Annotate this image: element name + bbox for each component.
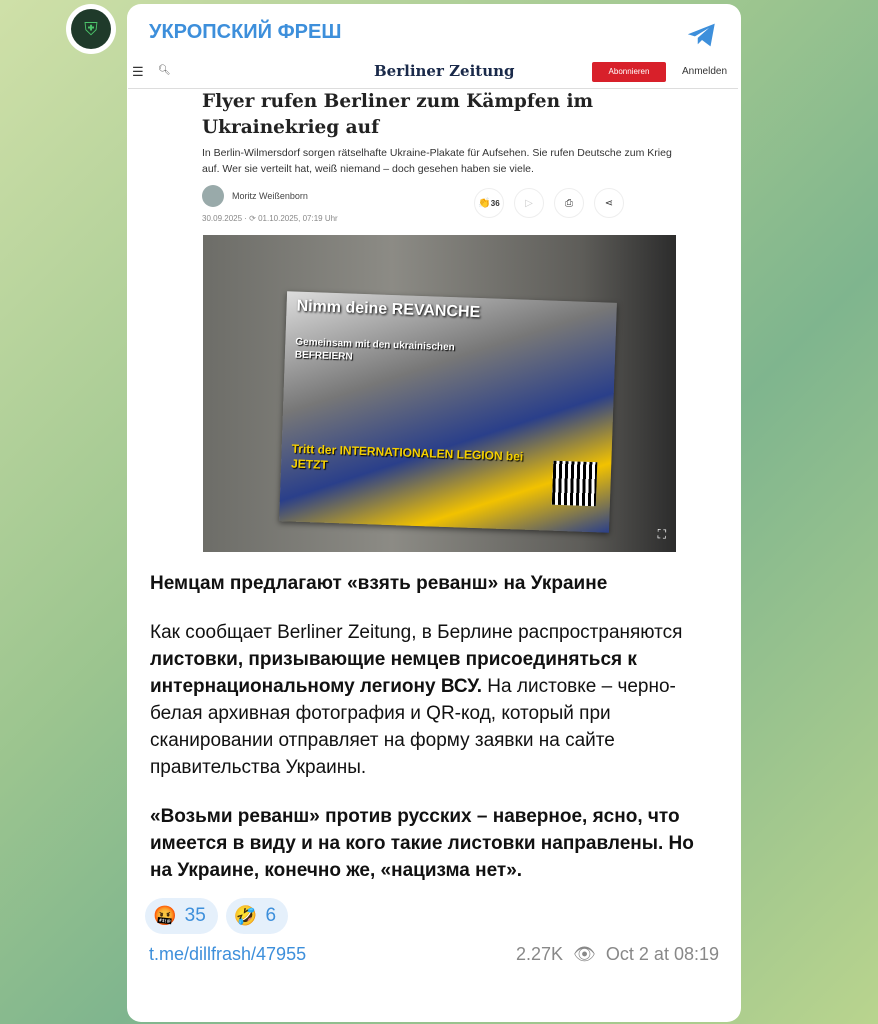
expand-icon: ⛶ bbox=[657, 527, 666, 541]
author-block: Moritz Weißenborn 30.09.2025 · ⟳ 01.10.2025, 07:19 Uhr bbox=[202, 185, 502, 229]
view-count: 2.27K bbox=[516, 944, 564, 964]
article-photo bbox=[203, 235, 676, 552]
site-header bbox=[128, 55, 738, 89]
share-icon: ⋖ bbox=[594, 188, 624, 218]
channel-name[interactable]: УКРОПСКИЙ ФРЕШ bbox=[149, 21, 342, 43]
message-bubble bbox=[127, 4, 741, 1022]
poster bbox=[279, 291, 617, 532]
article-title: Flyer rufen Berliner zum Kämpfen im Ukrainekrieg auf bbox=[202, 91, 594, 138]
eye-icon: 👁︎ bbox=[573, 944, 596, 964]
author-name: Moritz Weißenborn bbox=[232, 191, 308, 201]
paragraph-2: «Возьми реванш» против русских – наверное, ясно, что имеется в виду и на кого такие листовки направлены. Но на Украине, конечно же, «нацизма нет». bbox=[150, 806, 694, 881]
login-link: Anmelden bbox=[682, 66, 728, 77]
subscribe-button: Abonnieren bbox=[592, 62, 666, 82]
poster-side-text: Gemeinsam mit den ukrainischen BEFREIERN bbox=[294, 336, 455, 363]
clap-icon: 👏 36 bbox=[474, 188, 504, 218]
poster-call: Tritt der INTERNATIONALEN LEGION bei JETZT bbox=[290, 441, 524, 472]
poster-headline: Nimm deine REVANCHE bbox=[296, 297, 481, 322]
site-logo: Berliner Zeitung bbox=[374, 62, 515, 80]
update-date: 01.10.2025, 07:19 Uhr bbox=[258, 214, 338, 223]
post-time: Oct 2 at 08:19 bbox=[605, 944, 719, 964]
telegram-icon[interactable] bbox=[685, 18, 719, 52]
play-icon: ▷ bbox=[514, 188, 544, 218]
post-heading: Немцам предлагают «взять реванш» на Украине bbox=[150, 573, 608, 594]
qr-code bbox=[552, 461, 598, 507]
article-screenshot[interactable] bbox=[128, 55, 738, 560]
author-photo bbox=[202, 185, 224, 207]
reaction-laugh[interactable]: 🤣 6 bbox=[226, 898, 288, 934]
search-icon: 🔍︎ bbox=[158, 65, 171, 76]
publish-date: 30.09.2025 bbox=[202, 214, 243, 223]
post-text bbox=[150, 570, 720, 884]
post-link[interactable]: t.me/dillfrash/47955 bbox=[149, 944, 307, 964]
menu-icon: ☰ bbox=[132, 64, 144, 79]
shield-icon: ⛨ bbox=[71, 9, 111, 49]
paragraph-1: Как сообщает Berliner Zeitung, в Берлине распространяются листовки, призывающие немцев присоединяться к интернациональному легиону ВСУ. На листовке – черно-белая архивная фотография и QR-код, который при сканировании отправляет на форму заявки на сайте правительства Украины. bbox=[150, 622, 683, 778]
reaction-angry[interactable]: 🤬 35 bbox=[145, 898, 218, 934]
print-icon: ⎙ bbox=[554, 188, 584, 218]
article-lead: In Berlin-Wilmersdorf sorgen rätselhafte Ukraine-Plakate für Aufsehen. Sie rufen Deutsche zum Krieg auf. Wer sie verteilt hat, weiß niemand – doch gesehen haben sie viele. bbox=[202, 147, 672, 175]
channel-avatar[interactable] bbox=[66, 4, 116, 54]
clap-count: 36 bbox=[490, 198, 500, 208]
